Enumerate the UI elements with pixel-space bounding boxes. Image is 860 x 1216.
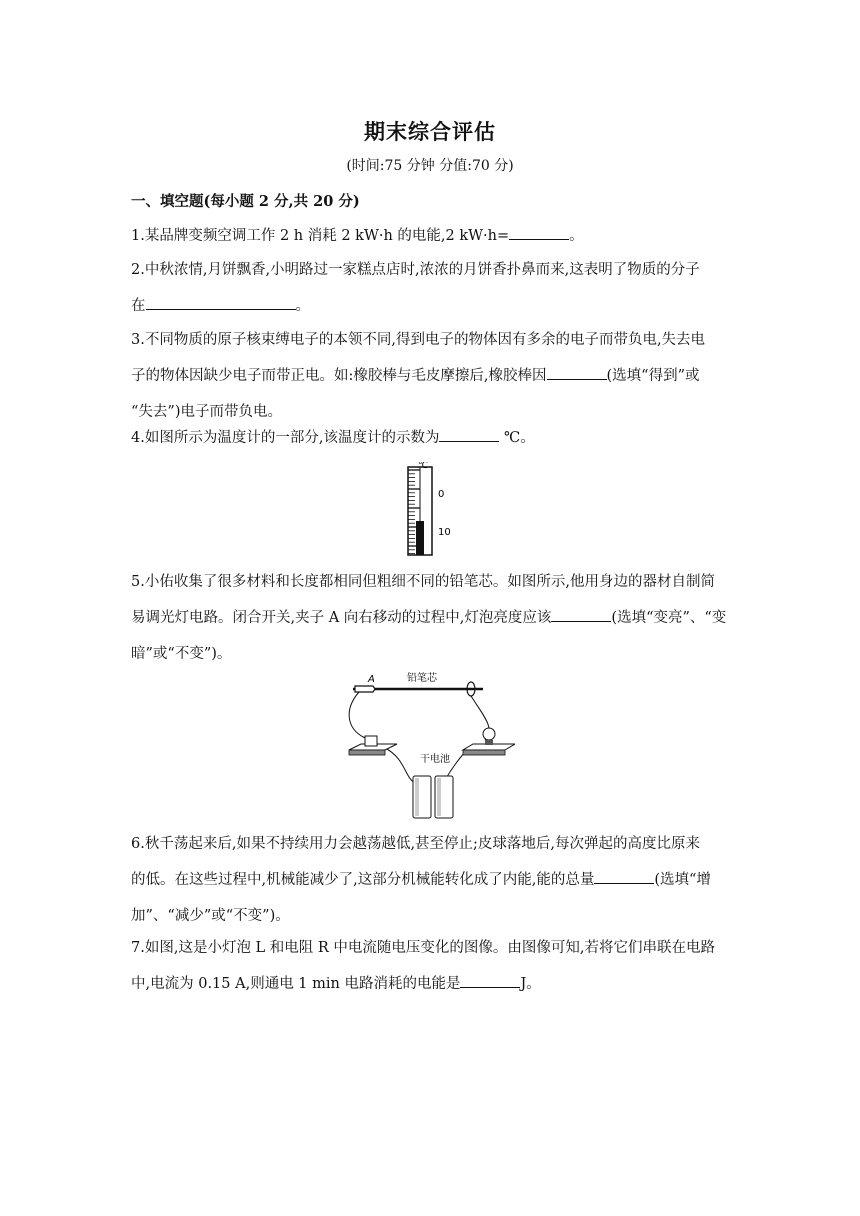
question-5: 5.小佑收集了很多材料和长度都相同但粗细不同的铅笔芯。如图所示,他用身边的器材自制简 易调光灯电路。闭合开关,夹子 A 向右移动的过程中,灯泡亮度应该 (选填“变亮”、“变 暗”或“不变”)。: [131, 574, 727, 662]
answer-blank-1[interactable]: [509, 225, 569, 240]
question-3: 3.不同物质的原子核束缚电子的本领不同,得到电子的物体因有多余的电子而带负电,失去电 子的物体因缺少电子而带正电。如:橡胶棒与毛皮摩擦后,橡胶棒因 (选填“得到”或 “失去”)电子而带负电。: [131, 332, 706, 420]
question-7: 7.如图,这是小灯泡 L 和电阻 R 中电流随电压变化的图像。由图像可知,若将它们串联在电路 中,电流为 0.15 A,则通电 1 min 电路消耗的电能是 J。: [131, 940, 716, 992]
thermometer-figure: [395, 462, 465, 558]
answer-blank-4[interactable]: [439, 427, 499, 442]
clip-label: A: [368, 674, 375, 685]
unit-label: ℃: [418, 462, 429, 471]
scale-label-0: 0: [438, 489, 445, 500]
clip-a: [355, 686, 375, 692]
pencil-label: 铅笔芯: [407, 673, 437, 684]
question-6: 6.秋千荡起来后,如果不持续用力会越荡越低,甚至停止;皮球落地后,每次弹起的高度比原来 的低。在这些过程中,机械能减少了,这部分机械能转化成了内能,能的总量 (选填“增 加”、“减少”或“不变”)。: [131, 836, 711, 924]
page-title: 期末综合评估: [364, 119, 496, 144]
question-2: 2.中秋浓情,月饼飘香,小明路过一家糕点店时,浓浓的月饼香扑鼻而来,这表明了物质的分子 在 。: [131, 262, 700, 314]
scale-label-10: 10: [438, 527, 451, 538]
section-heading: 一、填空题(每小题 2 分,共 20 分): [131, 193, 360, 210]
bulb-icon: [483, 728, 495, 740]
wire: [349, 692, 365, 738]
answer-blank-3[interactable]: [547, 365, 607, 380]
answer-blank-7[interactable]: [460, 973, 520, 988]
exam-info: (时间:75 分钟 分值:70 分): [346, 158, 514, 174]
question-4: 4.如图所示为温度计的一部分,该温度计的示数为 ℃。: [131, 420, 731, 456]
mercury-column: [416, 521, 424, 555]
circuit-figure: [345, 668, 515, 820]
question-1: 1.某品牌变频空调工作 2 h 消耗 2 kW·h 的电能,2 kW·h= 。: [131, 218, 731, 254]
answer-blank-2[interactable]: [146, 295, 296, 310]
switch-icon: [365, 736, 377, 746]
answer-blank-6[interactable]: [594, 869, 654, 884]
wire: [385, 748, 415, 783]
battery-label: 干电池: [420, 754, 450, 765]
answer-blank-5[interactable]: [551, 607, 611, 622]
